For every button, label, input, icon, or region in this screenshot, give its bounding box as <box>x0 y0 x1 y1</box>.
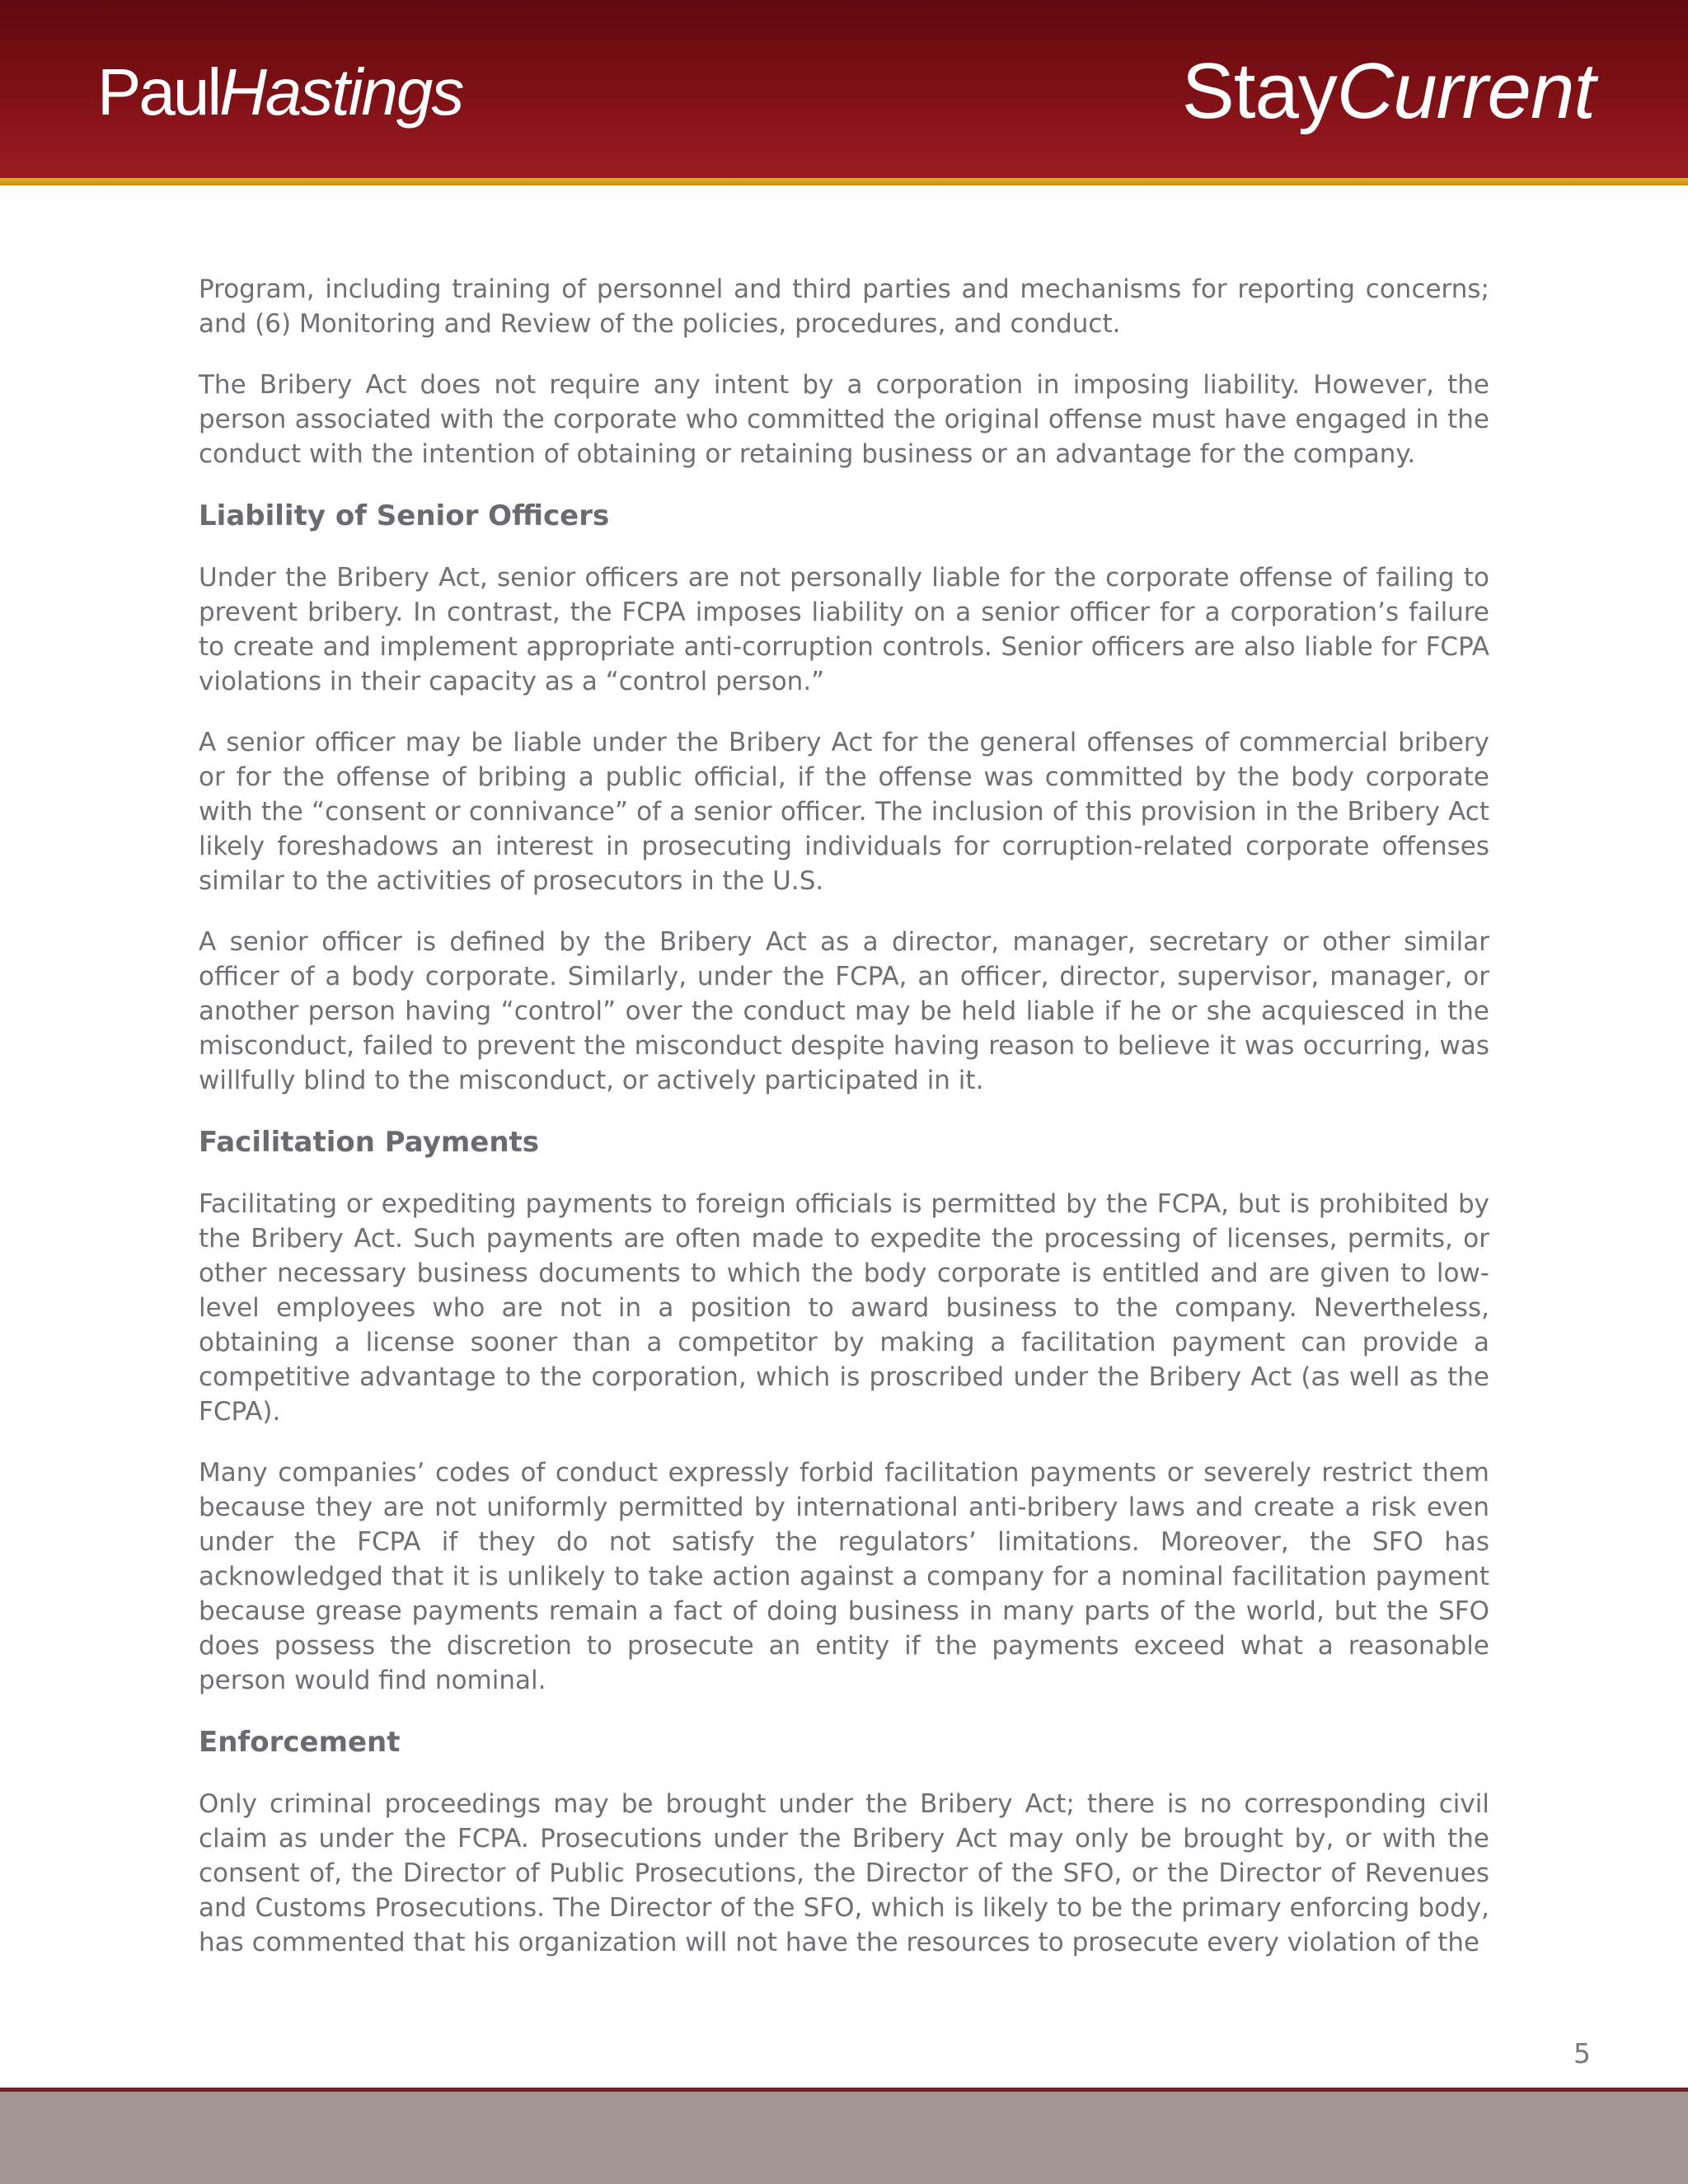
header-gold-rule <box>0 178 1688 185</box>
logo-right-part2: Current <box>1336 47 1595 135</box>
logo-left-part1: Paul <box>97 55 220 129</box>
paragraph-6: Facilitating or expediting payments to foreign officials is permitted by the FCPA, but is prohibited by the Bribery Act. Such payments are often made to expedite the processing of licenses, permits, or other necessary business documents to which the body corporate is entitled and are given to low-level employees who are not in a position to award business to the company. Nevertheless, obtaining a license sooner than a competitor by making a facilitation payment can provide a competitive advantage to the corporation, which is proscribed under the Bribery Act (as well as the FCPA). <box>199 1189 1489 1427</box>
article-body <box>199 272 1489 1986</box>
paragraph-8: Only criminal proceedings may be brought under the Bribery Act; there is no corresponding civil claim as under the FCPA. Prosecutions under the Bribery Act may only be brought by, or with the consent of, the Director of Public Prosecutions, the Director of the SFO, or the Director of Revenues and Customs Prosecutions. The Director of the SFO, which is likely to be the primary enforcing body, has commented that his organization will not have the resources to prosecute every violation of the <box>199 1789 1489 1957</box>
paragraph-3: Under the Bribery Act, senior officers are not personally liable for the corporate offense of failing to prevent bribery. In contrast, the FCPA imposes liability on a senior officer for a corporation’s failure to create and implement appropriate anti-corruption controls. Senior officers are also liable for FCPA violations in their capacity as a “control person.” <box>199 563 1489 696</box>
paragraph-7: Many companies’ codes of conduct expressly forbid facilitation payments or severely restrict them because they are not uniformly permitted by international anti-bribery laws and create a risk even under the FCPA if they do not satisfy the regulators’ limitations. Moreover, the SFO has acknowledged that it is unlikely to take action against a company for a nominal facilitation payment because grease payments remain a fact of doing business in many parts of the world, but the SFO does possess the discretion to prosecute an entity if the payments exceed what a reasonable person would find nominal. <box>199 1458 1489 1695</box>
page-number: 5 <box>1573 2037 1591 2069</box>
paragraph-4: A senior officer may be liable under the Bribery Act for the general offenses of commercial bribery or for the offense of bribing a public official, if the offense was committed by the body corporate with the “consent or connivance” of a senior officer. The inclusion of this provision in the Bribery Act likely foreshadows an interest in prosecuting individuals for corruption-related corporate offenses similar to the activities of prosecutors in the U.S. <box>199 728 1489 896</box>
heading-facilitation-payments: Facilitation Payments <box>199 1126 540 1159</box>
paul-hastings-logo[interactable] <box>97 51 462 134</box>
heading-liability-senior-officers: Liability of Senior Officers <box>199 499 610 532</box>
paragraph-2: The Bribery Act does not require any intent by a corporation in imposing liability. However, the person associated with the corporate who committed the original offense must have engaged in the conduct with the intention of obtaining or retaining business or an advantage for the company. <box>199 370 1489 469</box>
stay-current-logo <box>1182 46 1595 137</box>
header-band <box>0 0 1688 178</box>
logo-left-part2: Hastings <box>219 55 463 129</box>
paragraph-5: A senior officer is defined by the Bribery Act as a director, manager, secretary or other similar officer of a body corporate. Similarly, under the FCPA, an officer, director, supervisor, manager, or another person having “control” over the conduct may be held liable if he or she acquiesced in the misconduct, failed to prevent the misconduct despite having reason to believe it was occurring, was willfully blind to the misconduct, or actively participated in it. <box>199 927 1489 1095</box>
heading-enforcement: Enforcement <box>199 1726 401 1759</box>
footer-band <box>0 2092 1688 2184</box>
paragraph-1: Program, including training of personnel and third parties and mechanisms for reporting concerns; and (6) Monitoring and Review of the policies, procedures, and conduct. <box>199 274 1489 339</box>
logo-right-part1: Stay <box>1181 47 1337 135</box>
